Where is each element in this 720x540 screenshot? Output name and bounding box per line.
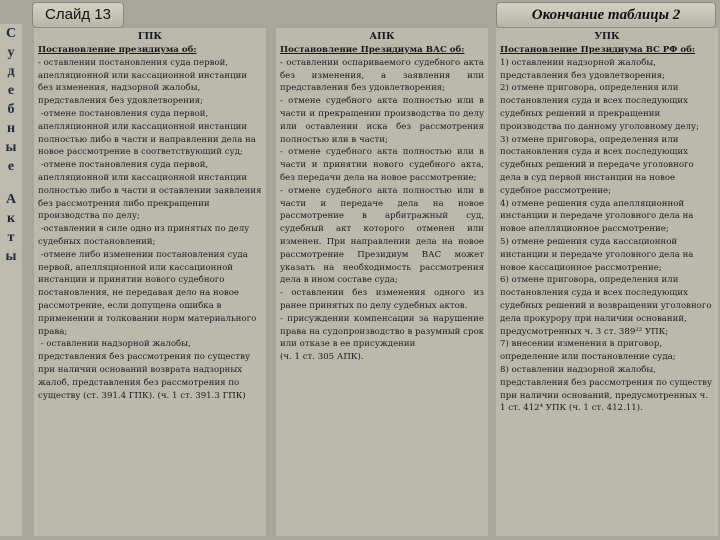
slide-title: Слайд 13 [32, 2, 124, 28]
column-body: 1) оставлении надзорной жалобы, представления без удовлетворения; 2) отмене приговора, определения или постановления суда и всех последующих судебных решений и прекращении производства по данному уголовному делу; 3) отмене приговора, определения или постановления суда и всех последующих судебных решений и передаче уголовного дела в суд первой инстанции на новое судебное рассмотрение; 4) отмене решения суда апелляционной инстанции и передаче уголовного дела на новое апелляционное рассмотрение; 5) отмене решения суда кассационной инстанции и передаче уголовного дела на новое кассационное рассмотрение; 6) отмене приговора, определения или постановления суда и всех последующих судебных решений и возвращении уголовного дела прокурору при наличии оснований, предусмотренных ч. 3 ст. 389²² УПК; 7) внесении изменения в приговор, определение или постановление суда; 8) оставлении надзорной жалобы, представления без рассмотрения по существу при наличии оснований, предусмотренных ч. 1 ст. 412⁴ УПК (ч. 1 ст. 412.11). [500, 57, 713, 414]
column-header: АПК [369, 31, 395, 42]
slide-subtitle: Окончание таблицы 2 [496, 2, 716, 28]
side-letter: А [5, 192, 17, 207]
column-lead: Постановление Президиума ВС РФ об: [500, 45, 696, 55]
column-lead: Постановление президиума об: [38, 45, 197, 55]
column-header: ГПК [137, 31, 163, 42]
side-letter: е [7, 159, 15, 174]
side-letter: н [6, 121, 16, 136]
column-apk [276, 28, 488, 536]
side-letter: т [7, 230, 15, 245]
side-letter: С [5, 26, 17, 41]
side-letter: у [7, 45, 15, 60]
column-lead: Постановление Президиума ВАС об: [280, 45, 465, 55]
side-letter: к [6, 211, 16, 226]
side-letter: е [7, 83, 15, 98]
side-letter: ы [5, 140, 17, 155]
side-letter: д [7, 64, 15, 79]
column-body: - оставлении оспариваемого судебного акта без изменения, а заявления или представления без удовлетворения; - отмене судебного акта полностью или в части и прекращении производства по делу или оставлении иска без рассмотрения полностью или в части; - отмене судебного акта полностью или в части и принятии нового судебного акта, без передачи дела на новое рассмотрение; - отмене судебного акта полностью или в части и передаче дела на новое рассмотрение в арбитражный суд, судебный акт которого отменен или изменен. При направлении дела на новое рассмотрение Президиум ВАС может указать на необходимость рассмотрения дела в ином составе суда; - оставлении без изменения одного из ранее принятых по делу судебных актов. - присуждении компенсации за нарушение права на судопроизводство в разумный срок или отказе в ее присуждении (ч. 1 ст. 305 АПК). [280, 57, 484, 363]
column-upk [496, 28, 718, 536]
column-body: - оставлении постановления суда первой, апелляционной или кассационной инстанции без изменения, надзорной жалобы, представления без удовлетворения; -отмене постановления суда первой, апелляционной или кассационной инстанции полностью либо в части и направлении дела на новое рассмотрение в соответствующий суд; -отмене постановления суда первой, апелляционной или кассационной инстанции полностью либо в части и оставлении заявления без рассмотрения либо прекращении производства по делу; -оставлении в силе одно из принятых по делу судебных постановлений; -отмене либо изменении постановления суда первой, апелляционной или кассационной инстанции и принятии нового судебного постановления, не передавая дело на новое рассмотрение, если допущена ошибка в применении и толковании норм материального права; - оставлении надзорной жалобы, представления без рассмотрения по существу при наличии оснований возврата надзорных жалоб, представления без рассмотрения по существу (ст. 391.4 ГПК). (ч. 1 ст. 391.3 ГПК) [38, 57, 262, 401]
side-letter: ы [5, 249, 17, 264]
column-header: УПК [594, 31, 620, 42]
column-gpk [34, 28, 266, 536]
side-label [0, 24, 22, 536]
side-letter: б [7, 102, 15, 117]
